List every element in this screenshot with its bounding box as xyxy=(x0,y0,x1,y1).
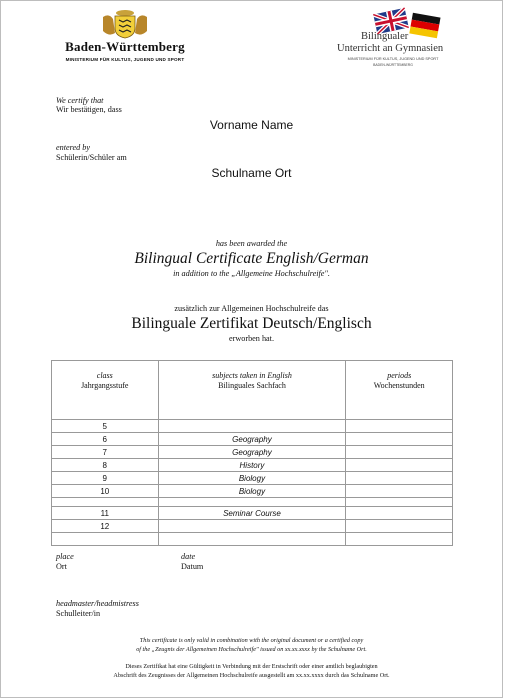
row-periods xyxy=(346,420,453,433)
table-row xyxy=(52,507,453,520)
award-en-title: Bilingual Certificate English/German xyxy=(134,250,369,267)
award-de-line2: erworben hat. xyxy=(228,334,274,343)
header-class-en: class xyxy=(96,371,113,380)
table-row xyxy=(52,433,453,446)
table-row xyxy=(52,446,453,459)
logo-bilingual-line2: Unterricht an Gymnasien xyxy=(337,43,444,54)
row-subject: Biology xyxy=(158,485,346,498)
logo-name: Baden-Württemberg xyxy=(65,39,185,54)
row-periods xyxy=(346,507,453,520)
logo-subtitle: MINISTERIUM FÜR KULTUS, JUGEND UND SPORT xyxy=(65,57,185,62)
student-name: Vorname Name xyxy=(209,118,294,132)
row-periods xyxy=(346,520,453,533)
award-de-line1: zusätzlich zur Allgemeinen Hochschulreife das xyxy=(174,304,329,313)
footer-en-line2: of the „Zeugnis der Allgemeinen Hochschulreife" issued on xx.xx.xxxx by the Schulname Ort. xyxy=(136,646,367,653)
award-de-title: Bilinguale Zertifikat Deutsch/Englisch xyxy=(131,315,372,332)
row-periods xyxy=(346,485,453,498)
row-class: 12 xyxy=(52,520,159,533)
logo-bilingual-line1: Bilingualer xyxy=(361,31,409,42)
row-periods xyxy=(346,533,453,546)
logo-state-line: BADEN-WÜRTTEMBERG xyxy=(373,63,413,67)
row-subject: Geography xyxy=(158,433,346,446)
table-row xyxy=(52,533,453,546)
place-de: Ort xyxy=(56,562,67,571)
footer-de-line1: Dieses Zertifikat hat eine Gültigkeit in Verbindung mit der Erstschrift oder einer amtlich beglaubigten xyxy=(125,663,378,670)
logo-ministry-line: MINISTERIUM FÜR KULTUS, JUGEND UND SPORT xyxy=(347,57,439,61)
award-en-line1: has been awarded the xyxy=(215,239,288,248)
row-periods xyxy=(346,446,453,459)
date-de: Datum xyxy=(181,562,204,571)
header-periods-en: periods xyxy=(387,371,412,380)
table-row xyxy=(52,485,453,498)
header-class-de: Jahrgangsstufe xyxy=(81,381,129,390)
head-de: Schulleiter/in xyxy=(56,609,101,618)
row-periods xyxy=(346,433,453,446)
award-en-line2: in addition to the „Allgemeine Hochschulreife". xyxy=(173,269,330,278)
row-class: 11 xyxy=(52,507,159,520)
row-subject xyxy=(158,520,346,533)
row-subject xyxy=(158,498,346,507)
row-periods xyxy=(346,498,453,507)
row-subject xyxy=(158,533,346,546)
row-class: 10 xyxy=(52,485,159,498)
row-periods xyxy=(346,459,453,472)
entered-de: Schülerin/Schüler am xyxy=(56,153,127,162)
row-class xyxy=(52,533,159,546)
row-class xyxy=(52,498,159,507)
coat-of-arms-logo xyxy=(99,9,151,39)
row-subject: Biology xyxy=(158,472,346,485)
table-row xyxy=(52,520,453,533)
head-en: headmaster/headmistress xyxy=(56,599,139,608)
row-subject: History xyxy=(158,459,346,472)
subjects-table xyxy=(51,360,453,546)
header-subject-en: subjects taken in English xyxy=(212,371,292,380)
certify-en: We certify that xyxy=(56,96,104,105)
school-name: Schulname Ort xyxy=(211,166,292,180)
row-class: 5 xyxy=(52,420,159,433)
header-periods xyxy=(346,361,453,420)
date-en: date xyxy=(181,552,196,561)
footer-en-line1: This certificate is only valid in combination with the original document or a certified copy xyxy=(139,637,364,644)
row-class: 9 xyxy=(52,472,159,485)
row-subject: Geography xyxy=(158,446,346,459)
header-class xyxy=(52,361,159,420)
header-subject xyxy=(158,361,346,420)
header-periods-de: Wochenstunden xyxy=(373,381,425,390)
table-row xyxy=(52,498,453,507)
row-subject xyxy=(158,420,346,433)
place-en: place xyxy=(56,552,74,561)
entered-en: entered by xyxy=(56,143,91,152)
certify-de: Wir bestätigen, dass xyxy=(56,105,122,114)
row-periods xyxy=(346,472,453,485)
header-subject-de: Bilinguales Sachfach xyxy=(218,381,286,390)
row-class: 8 xyxy=(52,459,159,472)
row-subject: Seminar Course xyxy=(158,507,346,520)
table-header-row xyxy=(52,361,453,420)
table-row xyxy=(52,472,453,485)
row-class: 6 xyxy=(52,433,159,446)
table-row xyxy=(52,459,453,472)
row-class: 7 xyxy=(52,446,159,459)
footer-de-line2: Abschrift des Zeugnisses der Allgemeinen Hochschulreife ausgestellt am xx.xx.xxxx durch das Schulname Ort. xyxy=(113,672,390,679)
table-row xyxy=(52,420,453,433)
